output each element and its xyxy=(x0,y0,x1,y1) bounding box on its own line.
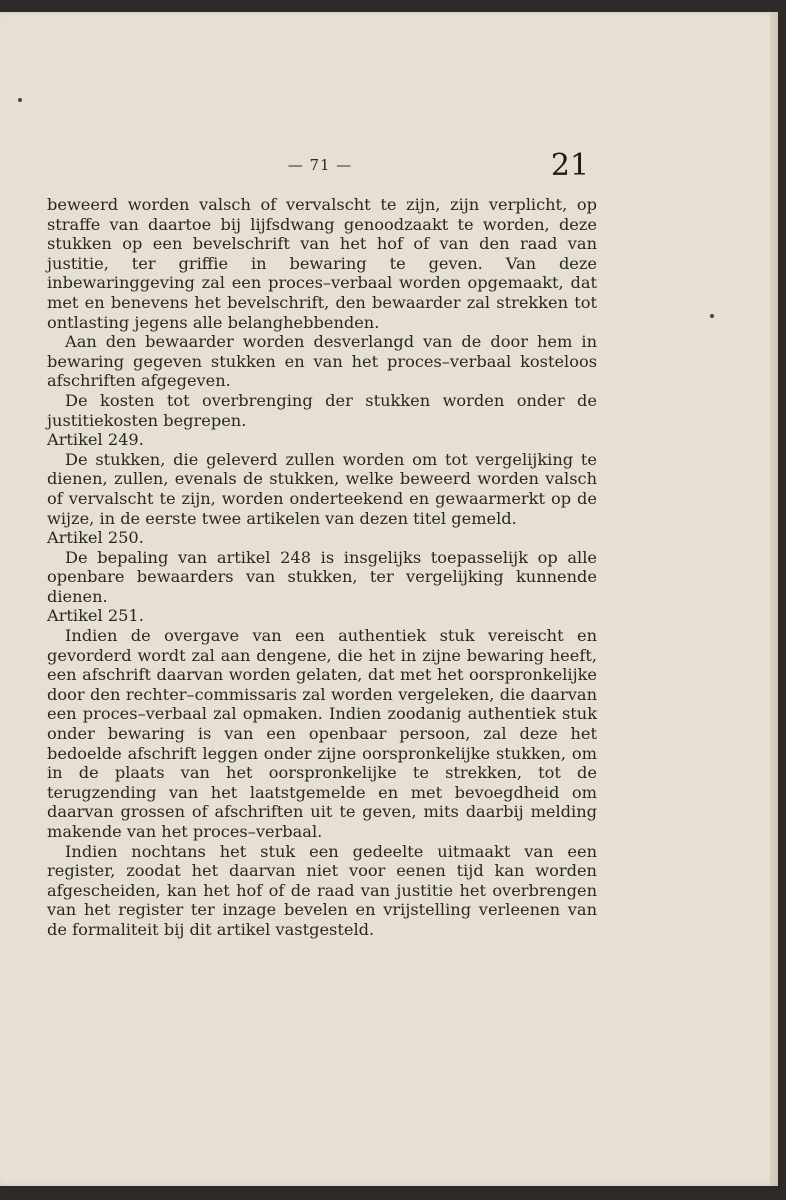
page-header xyxy=(0,148,778,192)
paragraph: Indien nochtans het stuk een gedeelte uitmaakt van een register, zoodat het daarvan niet voor eenen tijd kan worden afgescheiden, kan het hof of de raad van justitie het overbrengen van het register ter inzage bevelen en vrijstelling verleenen van de formaliteit bij dit artikel vastgesteld. xyxy=(47,841,597,939)
speck-mark xyxy=(18,98,22,102)
paragraph: De stukken, die geleverd zullen worden om tot vergelijking te dienen, zullen, evenals de stukken, welke beweerd worden valsch of vervalscht te zijn, worden onderteekend en gewaarmerkt op de wijze, in de eerste twee artikelen van dezen titel gemeld. xyxy=(47,449,597,528)
body-text xyxy=(47,195,597,940)
book-page xyxy=(0,12,778,1186)
paragraph: Indien de overgave van een authentiek stuk vereischt en gevorderd wordt zal aan dengene, die het in zijne bewaring heeft, een afschrift daarvan worden gelaten, dat met het oorspronkelijke door den rechter–commissaris zal worden vergeleken, die daarvan een proces–verbaal zal opmaken. Indien zoodanig authentiek stuk onder bewaring is van een openbaar persoon, zal deze het bedoelde afschrift leggen onder zijne oorspronkelijke stukken, om in de plaats van het oorspronkelijke te strekken, tot de terugzending van het laatstgemelde en met bevoegdheid om daarvan grossen of afschriften uit te geven, mits daarbij melding makende van het proces–verbaal. xyxy=(47,626,597,841)
page-number: — 71 — xyxy=(287,156,353,174)
article-heading-251: Artikel 251. xyxy=(47,606,144,626)
folio-number: 21 xyxy=(550,148,590,183)
article-heading-250: Artikel 250. xyxy=(47,528,144,548)
paragraph: De kosten tot overbrenging der stukken worden onder de justitiekosten begrepen. xyxy=(47,390,597,430)
paragraph: De bepaling van artikel 248 is insgelijks toepasselijk op alle openbare bewaarders van stukken, ter vergelijking kunnende dienen. xyxy=(47,547,597,606)
paragraph: beweerd worden valsch of vervalscht te zijn, zijn verplicht, op straffe van daartoe bij lijfsdwang genoodzaakt te worden, deze stukken op een bevelschrift van het hof of van den raad van justitie, ter griffie in bewaring te geven. Van deze inbewaringgeving zal een proces–verbaal worden opgemaakt, dat met en benevens het bevelschrift, den bewaarder zal strekken tot ontlasting jegens alle belanghebbenden. xyxy=(47,195,597,332)
paragraph: Aan den bewaarder worden desverlangd van de door hem in bewaring gegeven stukken en van het proces–verbaal kosteloos afschriften afgegeven. xyxy=(47,332,597,391)
article-heading-249: Artikel 249. xyxy=(47,430,144,450)
speck-mark xyxy=(710,314,714,318)
page-edge xyxy=(770,12,778,1186)
